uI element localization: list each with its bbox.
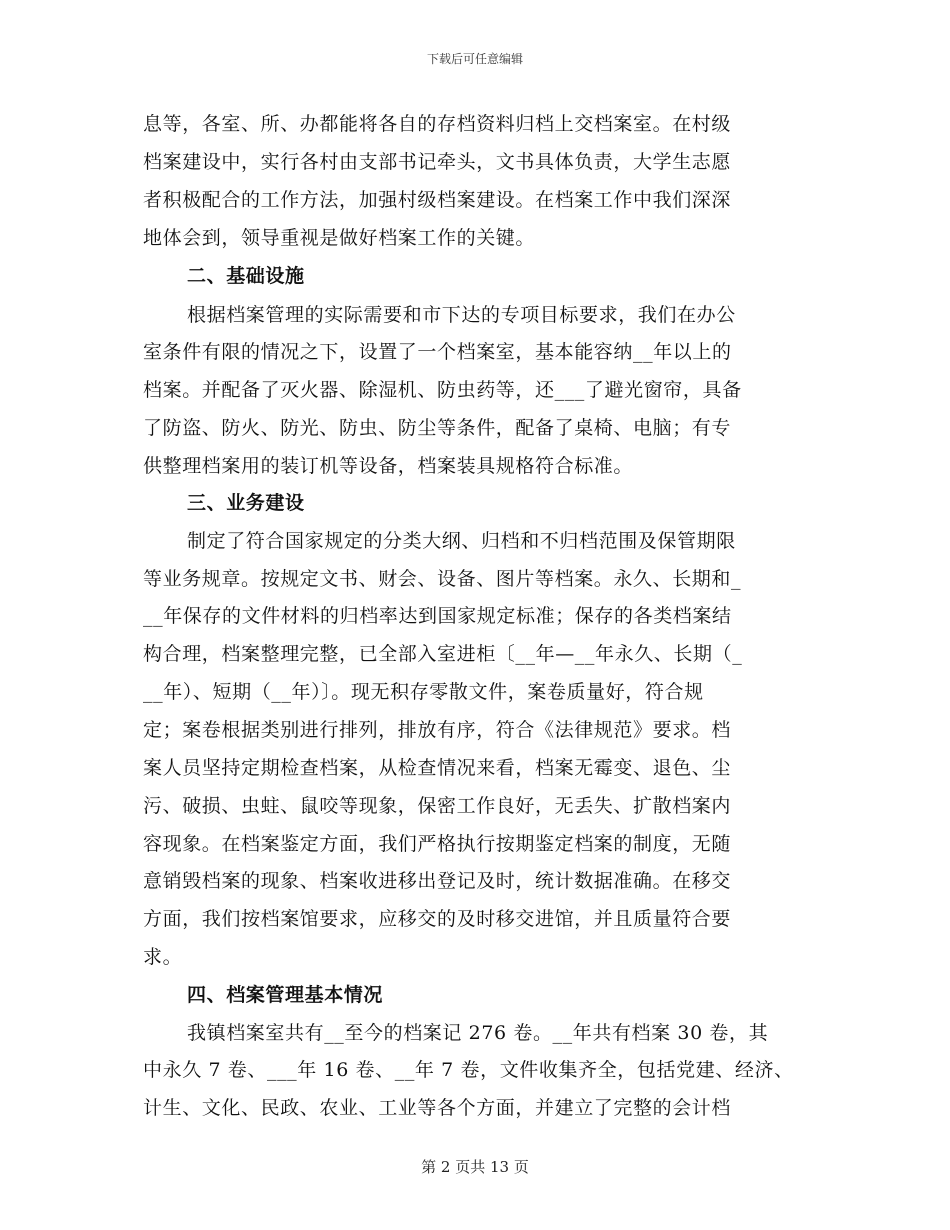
section-heading-archive-status: 四、档案管理基本情况 [187, 984, 384, 1006]
body-line: 等业务规章。按规定文书、财会、设备、图片等档案。永久、长期和_ [143, 568, 742, 590]
page-footer: 第 2 页共 13 页 [421, 1158, 529, 1176]
section-heading-business: 三、业务建设 [187, 492, 305, 514]
body-line: 者积极配合的工作方法，加强村级档案建设。在档案工作中我们深深 [143, 189, 732, 211]
body-line: 档案建设中，实行各村由支部书记牵头，文书具体负责，大学生志愿 [143, 151, 732, 173]
body-line: 地体会到，领导重视是做好档案工作的关键。 [143, 227, 536, 249]
section-heading-infrastructure: 二、基础设施 [187, 265, 305, 287]
body-line: 根据档案管理的实际需要和市下达的专项目标要求，我们在办公 [187, 304, 736, 326]
body-line: 意销毁档案的现象、档案收进移出登记及时，统计数据准确。在移交 [143, 870, 732, 892]
body-line: __年）、短期（__年）〕。现无积存零散文件，案卷质量好，符合规 [143, 681, 704, 703]
body-line: 制定了符合国家规定的分类大纲、归档和不归档范围及保管期限 [187, 530, 736, 552]
body-line: __年保存的文件材料的归档率达到国家规定标准；保存的各类档案结 [143, 605, 732, 627]
body-line: 我镇档案室共有__至今的档案记 276 卷。__年共有档案 30 卷，其 [187, 1022, 769, 1044]
body-line: 定；案卷根据类别进行排列，排放有序，符合《法律规范》要求。档 [143, 719, 732, 741]
body-line: 方面，我们按档案馆要求，应移交的及时移交进馆，并且质量符合要 [143, 908, 732, 930]
body-line: 污、破损、虫蛀、鼠咬等现象，保密工作良好，无丢失、扩散档案内 [143, 795, 732, 817]
body-line: 室条件有限的情况之下，设置了一个档案室，基本能容纳__年以上的 [143, 341, 732, 363]
body-line: 求。 [143, 946, 183, 968]
body-line: 计生、文化、民政、农业、工业等各个方面，并建立了完整的会计档 [143, 1097, 732, 1119]
body-line: 供整理档案用的装订机等设备，档案装具规格符合标准。 [143, 455, 634, 477]
body-line: 构合理，档案整理完整，已全部入室进柜〔__年—__年永久、长期（_ [143, 643, 743, 665]
body-line: 容现象。在档案鉴定方面，我们严格执行按期鉴定档案的制度，无随 [143, 833, 732, 855]
body-line: 中永久 7 卷、___年 16 卷、__年 7 卷，文件收集齐全，包括党建、经济、 [143, 1059, 794, 1081]
body-line: 档案。并配备了灭火器、除湿机、防虫药等，还___了避光窗帘，具备 [143, 379, 742, 401]
page-header: 下载后可任意编辑 [426, 52, 523, 66]
body-line: 案人员坚持定期检查档案，从检查情况来看，档案无霉变、退色、尘 [143, 757, 732, 779]
body-line: 息等，各室、所、办都能将各自的存档资料归档上交档案室。在村级 [143, 113, 732, 135]
body-line: 了防盗、防火、防光、防虫、防尘等条件，配备了桌椅、电脑；有专 [143, 417, 732, 439]
